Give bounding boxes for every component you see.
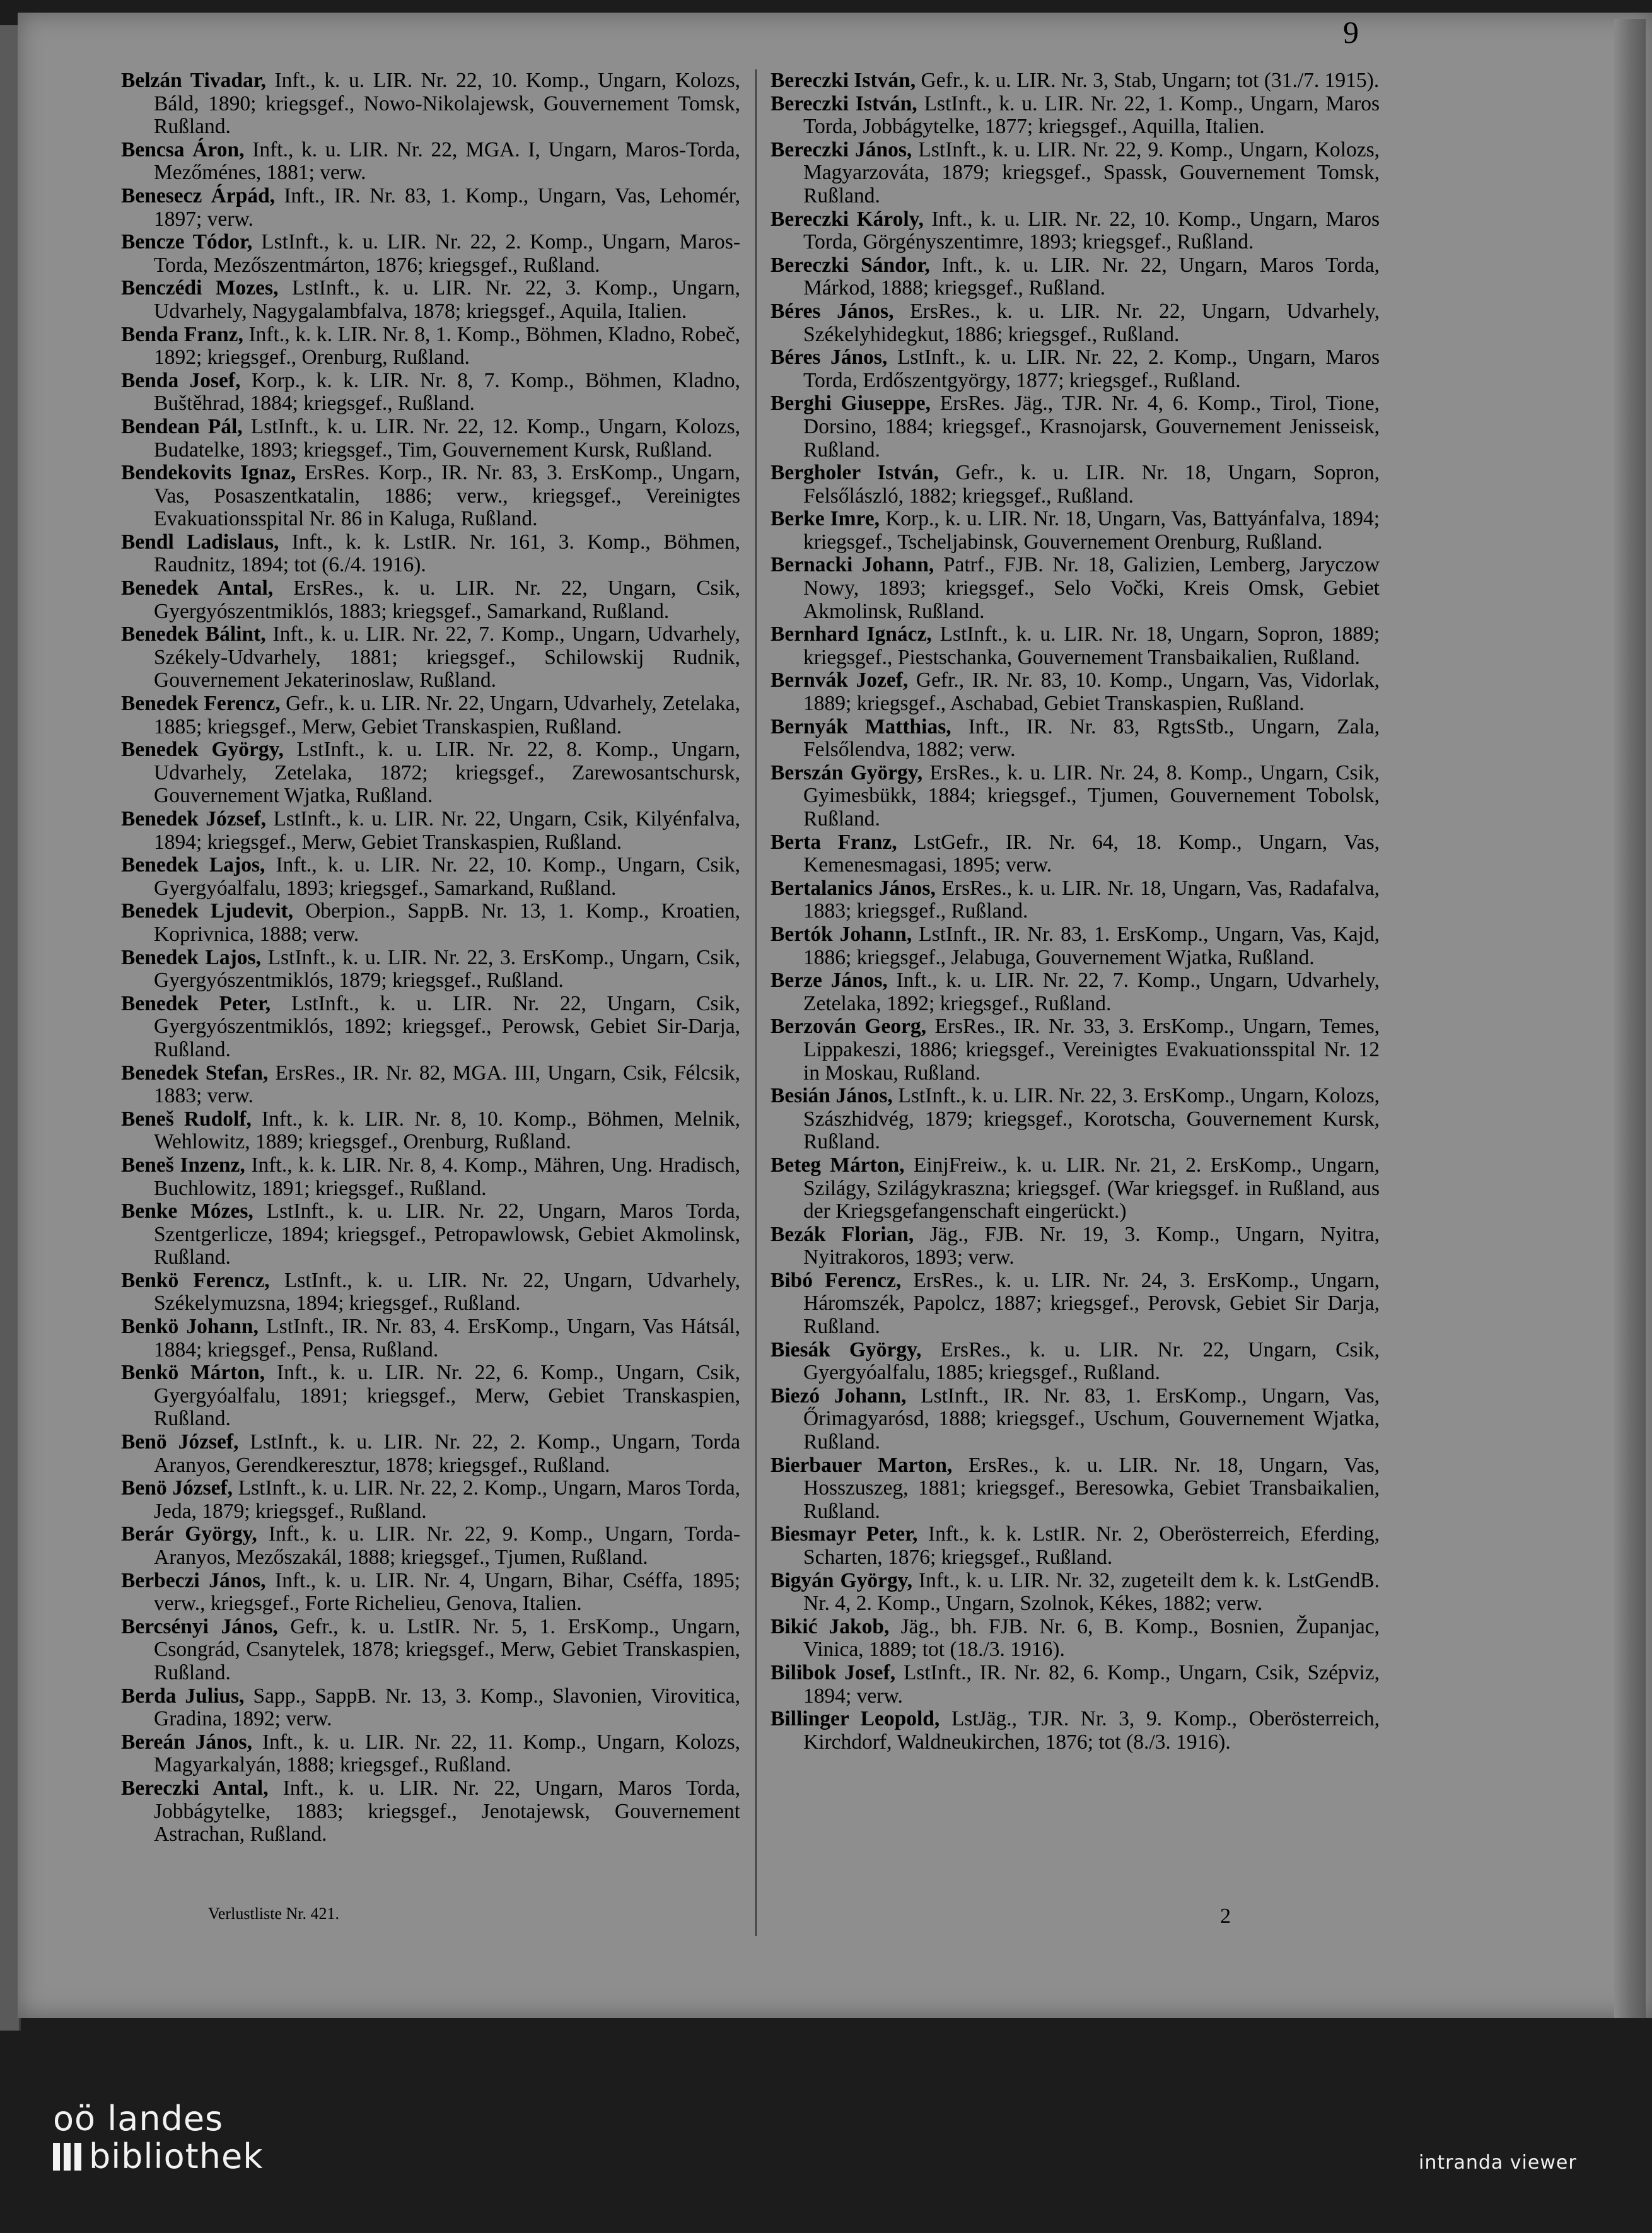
entry-name: Benczédi Mozes,: [121, 276, 279, 300]
entry-name: Benkö Ferencz,: [121, 1268, 270, 1292]
entry-details: Inft., k. k. LstIR. Nr. 2, Oberösterreich, Eferding, Scharten, 1876; kriegsgef., Rußland.: [803, 1522, 1380, 1569]
entry-details: ErsRes., IR. Nr. 82, MGA. III, Ungarn, Csik, Félcsik, 1883; verw.: [154, 1061, 740, 1108]
entry-name: Bergholer István,: [771, 461, 939, 485]
entry-name: Benda Josef,: [121, 368, 241, 392]
casualty-entry: [771, 1015, 1380, 1085]
entry-name: Benedek Stefan,: [121, 1061, 269, 1085]
casualty-entry: [121, 531, 740, 577]
casualty-entry: [771, 208, 1380, 254]
casualty-entry: [121, 1477, 740, 1523]
entry-name: Bereczki Antal,: [121, 1776, 269, 1800]
entry-name: Bendl Ladislaus,: [121, 530, 279, 554]
casualty-entry: [771, 669, 1380, 715]
entry-name: Berze János,: [771, 969, 888, 993]
column-divider: [755, 69, 757, 1936]
entry-name: Bereczki István,: [771, 91, 917, 115]
casualty-entry: [121, 1616, 740, 1685]
casualty-entry: [771, 716, 1380, 762]
entry-details: Inft., k. u. LIR. Nr. 32, zugeteilt dem k. k. LstGendB. Nr. 4, 2. Komp., Ungarn, Szolnok, Kékes, 1882; verw.: [803, 1568, 1380, 1616]
entry-name: Béres János,: [771, 346, 888, 370]
library-logo[interactable]: [53, 2100, 264, 2176]
entry-details: LstInft., k. u. LIR. Nr. 22, 8. Komp., Ungarn, Udvarhely, Zetelaka, 1872; kriegsgef., Zarewosantschursk, Gouvernement Wjatka, Rußland.: [154, 738, 741, 808]
footer-signature-mark: 2: [1220, 1904, 1231, 1928]
casualty-entry: [771, 969, 1380, 1015]
entry-name: Bereczki István,: [771, 69, 916, 92]
entry-details: Inft., k. u. LIR. Nr. 4, Ungarn, Bihar, Cséffa, 1895; verw., kriegsgef., Forte Richelieu, Genova, Italien.: [154, 1568, 740, 1616]
casualty-entry: [771, 254, 1380, 300]
entry-name: Benkö Márton,: [121, 1361, 265, 1385]
entry-details: ErsRes., k. u. LIR. Nr. 18, Ungarn, Vas, Hosszuszeg, 1881; kriegsgef., Beresowka, Gebiet Transbaikalien, Rußland.: [803, 1453, 1380, 1523]
entry-name: Benedek Bálint,: [121, 622, 266, 646]
casualty-entry: [771, 1269, 1380, 1339]
entry-details: ErsRes. Korp., IR. Nr. 83, 3. ErsKomp., Ungarn, Vas, Posaszentkatalin, 1886; verw., kriegsgef., Vereinigtes Evakuationsspital Nr. 86 in Kaluga, Rußland.: [154, 461, 740, 531]
entry-details: Patrf., FJB. Nr. 18, Galizien, Lemberg, Jaryczow Nowy, 1893; kriegsgef., Selo Vočki, Kreis Omsk, Gebiet Akmolinsk, Rußland.: [803, 553, 1380, 623]
entry-name: Bereán János,: [121, 1730, 252, 1754]
entry-details: LstInft., k. u. LIR. Nr. 22, Ungarn, Maros Torda, Szentgerlicze, 1894; kriegsgef., Petropawlowsk, Gebiet Akmolinsk, Rußland.: [154, 1199, 740, 1269]
casualty-entry: [121, 416, 740, 462]
casualty-entry: [771, 392, 1380, 462]
entry-name: Benke Mózes,: [121, 1199, 253, 1223]
entry-details: ErsRes., k. u. LIR. Nr. 22, Ungarn, Csik, Gyergyószentmiklós, 1883; kriegsgef., Samarkand, Rußland.: [154, 576, 741, 623]
entry-details: LstInft., k. u. LIR. Nr. 22, Ungarn, Csik, Kilyénfalva, 1894; kriegsgef., Merw, Gebiet Transkaspien, Rußland.: [154, 807, 740, 854]
entry-name: Benesecz Árpád,: [121, 184, 276, 207]
entry-name: Billinger Leopold,: [771, 1707, 940, 1731]
entry-details: Sapp., SappB. Nr. 13, 3. Komp., Slavonien, Virovitica, Gradina, 1892; verw.: [154, 1684, 740, 1731]
casualty-entry: [121, 900, 740, 946]
entry-details: Korp., k. k. LIR. Nr. 8, 7. Komp., Böhmen, Kladno, Buštěhrad, 1884; kriegsgef., Rußland.: [154, 368, 741, 416]
casualty-entry: [121, 1315, 740, 1361]
casualty-entry: [121, 1731, 740, 1777]
entry-details: LstInft., IR. Nr. 83, 1. ErsKomp., Ungarn, Vas, Őrimagyarósd, 1888; kriegsgef., Uschum, Gouvernement Wjatka, Rußland.: [803, 1384, 1380, 1454]
entry-name: Berbeczi János,: [121, 1568, 266, 1592]
casualty-entry: [771, 831, 1380, 877]
casualty-entry: [121, 738, 740, 808]
casualty-entry: [771, 1708, 1380, 1754]
footer-list-number: Verlustliste Nr. 421.: [208, 1904, 339, 1923]
entry-details: ErsRes., k. u. LIR. Nr. 24, 3. ErsKomp., Ungarn, Háromszék, Papolcz, 1887; kriegsgef., Perovsk, Gebiet Sir Darja, Rußland.: [803, 1268, 1380, 1339]
casualty-entry: [121, 854, 740, 900]
casualty-entry: [771, 1523, 1380, 1569]
casualty-entry: [121, 1361, 740, 1431]
entry-name: Benda Franz,: [121, 322, 243, 346]
entry-details: ErsRes., IR. Nr. 33, 3. ErsKomp., Ungarn, Temes, Lippakeszi, 1886; kriegsgef., Vereinigtes Evakuationsspital Nr. 12 in Moskau, Rußland.: [803, 1015, 1380, 1085]
casualty-entry: [121, 1269, 740, 1315]
entry-details: Gefr., IR. Nr. 83, 10. Komp., Ungarn, Vas, Vidorlak, 1889; kriegsgef., Aschabad, Gebiet Transkaspien, Rußland.: [803, 668, 1380, 716]
entry-details: Inft., k. k. LIR. Nr. 8, 10. Komp., Böhmen, Melnik, Wehlowitz, 1889; kriegsgef., Orenburg, Rußland.: [154, 1107, 741, 1154]
entry-name: Bereczki Károly,: [771, 207, 924, 231]
casualty-entry: [121, 69, 740, 139]
entry-name: Benedek Lajos,: [121, 853, 265, 877]
entry-details: LstInft., k. u. LIR. Nr. 22, 3. ErsKomp., Ungarn, Csik, Gyergyószentmiklós, 1879; kriegsgef., Rußland.: [154, 945, 741, 993]
entry-name: Benedek József,: [121, 807, 267, 831]
entry-name: Berzován Georg,: [771, 1015, 926, 1039]
entry-name: Bernvák Jozef,: [771, 668, 909, 692]
entry-name: Bernacki Johann,: [771, 553, 934, 577]
entry-details: ErsRes., k. u. LIR. Nr. 22, Ungarn, Udvarhely, Székelyhidegkut, 1886; kriegsgef., Rußland.: [803, 299, 1380, 346]
casualty-entry: [121, 947, 740, 993]
entry-details: Inft., k. u. LIR. Nr. 22, 10. Komp., Ungarn, Maros Torda, Görgényszentimre, 1893; kriegsgef., Rußland.: [803, 207, 1380, 254]
entry-details: Inft., k. k. LIR. Nr. 8, 1. Komp., Böhmen, Kladno, Robeč, 1892; kriegsgef., Orenburg, Rußland.: [154, 322, 741, 370]
casualty-entry: [121, 1200, 740, 1269]
entry-details: LstInft., k. u. LIR. Nr. 22, 2. Komp., Ungarn, Torda Aranyos, Gerendkeresztur, 1878; kriegsgef., Rußland.: [154, 1430, 740, 1477]
entry-name: Beneš Rudolf,: [121, 1107, 252, 1131]
casualty-entry: [121, 577, 740, 623]
entry-name: Benedek Ljudevit,: [121, 899, 294, 923]
casualty-entry: [121, 1062, 740, 1108]
entry-details: LstInft., k. u. LIR. Nr. 18, Ungarn, Sopron, 1889; kriegsgef., Piestschanka, Gouvernement Transbaikalien, Rußland.: [803, 622, 1380, 669]
casualty-entry: [121, 370, 740, 416]
entry-name: Belzán Tivadar,: [121, 69, 266, 92]
entry-name: Benö József,: [121, 1430, 239, 1454]
entry-name: Besián János,: [771, 1084, 893, 1108]
logo-line-2: bibliothek: [89, 2137, 264, 2176]
entry-details: Inft., k. k. LstIR. Nr. 161, 3. Komp., Böhmen, Raudnitz, 1894; tot (6./4. 1916).: [154, 530, 741, 577]
casualty-entry: [771, 877, 1380, 923]
entry-details: LstInft., k. u. LIR. Nr. 22, 1. Komp., Ungarn, Maros Torda, Jobbágytelke, 1877; kriegsgef., Aquilla, Italien.: [803, 91, 1380, 139]
entry-details: Inft., IR. Nr. 83, 1. Komp., Ungarn, Vas, Lehomér, 1897; verw.: [154, 184, 740, 231]
casualty-entry: [771, 139, 1380, 208]
left-column: [121, 69, 740, 1846]
viewer-label[interactable]: intranda viewer: [1419, 2152, 1577, 2174]
casualty-entry: [121, 277, 740, 323]
entry-details: LstInft., k. u. LIR. Nr. 22, 12. Komp., Ungarn, Kolozs, Budatelke, 1893; kriegsgef., Tim, Gouvernement Kursk, Rußland.: [154, 414, 741, 462]
entry-details: LstInft., k. u. LIR. Nr. 22, Ungarn, Udvarhely, Székelymuzsna, 1894; kriegsgef., Rußland.: [154, 1268, 741, 1315]
entry-name: Benö József,: [121, 1476, 233, 1500]
entry-name: Beteg Márton,: [771, 1153, 905, 1177]
logo-line-1: oö landes: [53, 2099, 224, 2138]
entry-details: ErsRes., k. u. LIR. Nr. 22, Ungarn, Csik, Gyergyóalfalu, 1885; kriegsgef., Rußland.: [803, 1338, 1380, 1385]
entry-name: Bendekovits Ignaz,: [121, 461, 296, 485]
entry-name: Bercsényi János,: [121, 1614, 278, 1638]
right-column: [771, 69, 1380, 1754]
entry-name: Benedek Antal,: [121, 576, 274, 600]
entry-name: Biesák György,: [771, 1338, 922, 1361]
entry-details: Inft., k. u. LIR. Nr. 22, 11. Komp., Ungarn, Kolozs, Magyarkalyán, 1888; kriegsgef., Rußland.: [154, 1730, 740, 1777]
entry-name: Bernhard Ignácz,: [771, 622, 932, 646]
entry-name: Béres János,: [771, 299, 894, 323]
logo-bars-icon: [53, 2143, 81, 2171]
entry-details: ErsRes. Jäg., TJR. Nr. 4, 6. Komp., Tirol, Tione, Dorsino, 1884; kriegsgef., Krasnojarsk, Gouvernement Jenisseisk, Rußland.: [803, 392, 1380, 462]
casualty-entry: [121, 1570, 740, 1616]
entry-name: Bikić Jakob,: [771, 1614, 890, 1638]
entry-details: Inft., IR. Nr. 83, RgtsStb., Ungarn, Zala, Felsőlendva, 1882; verw.: [803, 714, 1380, 762]
entry-details: Jäg., bh. FJB. Nr. 6, B. Komp., Bosnien, Županjac, Vinica, 1889; tot (18./3. 1916).: [803, 1614, 1380, 1662]
casualty-entry: [771, 762, 1380, 831]
entry-details: LstJäg., TJR. Nr. 3, 9. Komp., Oberösterreich, Kirchdorf, Waldneukirchen, 1876; tot (8./3. 1916).: [803, 1707, 1380, 1754]
casualty-entry: [771, 1454, 1380, 1524]
entry-details: Jäg., FJB. Nr. 19, 3. Komp., Ungarn, Nyitra, Nyitrakoros, 1893; verw.: [803, 1222, 1380, 1269]
casualty-entry: [771, 923, 1380, 969]
casualty-entry: [771, 1085, 1380, 1154]
casualty-entry: [121, 324, 740, 370]
entry-name: Berszán György,: [771, 761, 923, 784]
entry-details: LstInft., k. u. LIR. Nr. 22, 3. Komp., Ungarn, Udvarhely, Nagygalambfalva, 1878; kriegsgef., Aquila, Italien.: [154, 276, 741, 323]
entry-details: Inft., k. u. LIR. Nr. 22, 9. Komp., Ungarn, Torda-Aranyos, Mezőszakál, 1888; kriegsgef., Tjumen, Rußland.: [154, 1522, 740, 1569]
entry-details: LstInft., k. u. LIR. Nr. 22, 9. Komp., Ungarn, Kolozs, Magyarzováta, 1879; kriegsgef., Spassk, Gouvernement Tomsk, Rußland.: [803, 137, 1380, 207]
entry-name: Bereczki János,: [771, 137, 912, 161]
casualty-entry: [121, 231, 740, 277]
entry-name: Bencsa Áron,: [121, 137, 245, 161]
page-number: 9: [1343, 15, 1359, 50]
casualty-entry: [121, 1777, 740, 1846]
entry-name: Beneš Inzenz,: [121, 1153, 245, 1177]
casualty-entry: [121, 692, 740, 738]
entry-details: Inft., k. u. LIR. Nr. 22, 10. Komp., Ungarn, Kolozs, Báld, 1890; kriegsgef., Nowo-Nikolajewsk, Gouvernement Tomsk, Rußland.: [154, 69, 741, 139]
entry-details: Gefr., k. u. LIR. Nr. 18, Ungarn, Sopron, Felsőlászló, 1882; kriegsgef., Rußland.: [803, 461, 1380, 508]
casualty-entry: [771, 69, 1380, 93]
entry-details: LstInft., k. u. LIR. Nr. 22, 2. Komp., Ungarn, Maros Torda, Erdőszentgyörgy, 1877; kriegsgef., Rußland.: [803, 346, 1380, 392]
casualty-entry: [771, 1339, 1380, 1385]
casualty-entry: [121, 1685, 740, 1731]
casualty-entry: [121, 993, 740, 1062]
logo-line-2-row: [53, 2138, 264, 2176]
entry-name: Biesmayr Peter,: [771, 1522, 918, 1546]
casualty-entry: [771, 1223, 1380, 1269]
entry-name: Bezák Florian,: [771, 1222, 914, 1246]
entry-details: Inft., k. k. LIR. Nr. 8, 4. Komp., Mähren, Ung. Hradisch, Buchlowitz, 1891; kriegsgef., Rußland.: [154, 1153, 741, 1200]
page-edge: [1614, 19, 1646, 2018]
entry-details: Gefr., k. u. LIR. Nr. 3, Stab, Ungarn; tot (31./7. 1915).: [921, 69, 1380, 92]
casualty-entry: [771, 1385, 1380, 1454]
casualty-entry: [771, 346, 1380, 392]
entry-details: LstInft., IR. Nr. 83, 4. ErsKomp., Ungarn, Vas Hátsál, 1884; kriegsgef., Pensa, Rußland.: [154, 1315, 740, 1361]
casualty-entry: [121, 1523, 740, 1569]
entry-details: Gefr., k. u. LIR. Nr. 22, Ungarn, Udvarhely, Zetelaka, 1885; kriegsgef., Merw, Gebiet Transkaspien, Rußland.: [154, 692, 740, 738]
entry-name: Bigyán György,: [771, 1568, 913, 1592]
entry-details: LstInft., IR. Nr. 82, 6. Komp., Ungarn, Csik, Szépviz, 1894; verw.: [803, 1660, 1380, 1708]
casualty-entry: [771, 508, 1380, 554]
entry-details: Inft., k. u. LIR. Nr. 22, 6. Komp., Ungarn, Csik, Gyergyóalfalu, 1891; kriegsgef., Merw, Gebiet Transkaspien, Rußland.: [154, 1361, 740, 1431]
entry-details: Korp., k. u. LIR. Nr. 18, Ungarn, Vas, Battyánfalva, 1894; kriegsgef., Tscheljabinsk, Gouvernement Orenburg, Rußland.: [803, 507, 1380, 554]
entry-details: LstInft., k. u. LIR. Nr. 22, 2. Komp., Ungarn, Maros Torda, Jeda, 1879; kriegsgef., Rußland.: [154, 1476, 741, 1523]
entry-name: Benedek Peter,: [121, 991, 271, 1015]
entry-name: Bencze Tódor,: [121, 230, 253, 254]
entry-name: Benedek Ferencz,: [121, 692, 281, 716]
entry-details: ErsRes., k. u. LIR. Nr. 18, Ungarn, Vas, Radafalva, 1883; kriegsgef., Rußland.: [803, 876, 1380, 923]
entry-details: Inft., k. u. LIR. Nr. 22, 7. Komp., Ungarn, Udvarhely, Zetelaka, 1892; kriegsgef., Rußland.: [803, 969, 1380, 1015]
entry-name: Berghi Giuseppe,: [771, 392, 931, 416]
entry-name: Benedek Lajos,: [121, 945, 261, 969]
casualty-entry: [121, 139, 740, 185]
casualty-entry: [771, 554, 1380, 623]
casualty-entry: [771, 300, 1380, 346]
entry-name: Bertók Johann,: [771, 922, 912, 946]
casualty-entry: [771, 1662, 1380, 1708]
casualty-entry: [771, 1570, 1380, 1616]
entry-name: Berár György,: [121, 1522, 257, 1546]
entry-details: LstInft., k. u. LIR. Nr. 22, 3. ErsKomp., Ungarn, Kolozs, Szászhidvég, 1879; kriegsgef., Korotscha, Gouvernement Kursk, Rußland.: [803, 1084, 1380, 1154]
entry-name: Bertalanics János,: [771, 876, 936, 900]
entry-details: Inft., k. u. LIR. Nr. 22, 10. Komp., Ungarn, Csik, Gyergyóalfalu, 1893; kriegsgef., Samarkand, Rußland.: [154, 853, 740, 900]
entry-details: Inft., k. u. LIR. Nr. 22, Ungarn, Maros Torda, Jobbágytelke, 1883; kriegsgef., Jenotajewsk, Gouvernement Astrachan, Rußland.: [154, 1776, 740, 1846]
entry-details: ErsRes., k. u. LIR. Nr. 24, 8. Komp., Ungarn, Csik, Gyimesbükk, 1884; kriegsgef., Tjumen, Gouvernement Tobolsk, Rußland.: [803, 761, 1380, 831]
casualty-entry: [121, 462, 740, 531]
entry-details: Inft., k. u. LIR. Nr. 22, Ungarn, Maros Torda, Márkod, 1888; kriegsgef., Rußland.: [803, 253, 1380, 300]
entry-name: Berda Julius,: [121, 1684, 245, 1708]
entry-details: EinjFreiw., k. u. LIR. Nr. 21, 2. ErsKomp., Ungarn, Szilágy, Szilágykraszna; kriegsgef. (War kriegsgef. in Rußland, aus der Kriegsgefangenschaft eingerückt.): [803, 1153, 1380, 1223]
entry-name: Bernyák Matthias,: [771, 714, 951, 738]
entry-name: Bibó Ferencz,: [771, 1268, 902, 1292]
casualty-entry: [121, 808, 740, 854]
entry-details: LstGefr., IR. Nr. 64, 18. Komp., Ungarn, Vas, Kemenesmagasi, 1895; verw.: [803, 830, 1380, 877]
casualty-entry: [121, 623, 740, 692]
casualty-entry: [121, 1154, 740, 1200]
entry-name: Bierbauer Marton,: [771, 1453, 953, 1477]
entry-name: Bendean Pál,: [121, 414, 243, 438]
entry-details: Inft., k. u. LIR. Nr. 22, 7. Komp., Ungarn, Udvarhely, Székely-Udvarhely, 1881; kriegsgef., Schilowskij Rudnik, Gouvernement Jekaterinoslaw, Rußland.: [154, 622, 740, 692]
casualty-entry: [771, 462, 1380, 508]
entry-name: Berke Imre,: [771, 507, 880, 531]
casualty-entry: [771, 93, 1380, 139]
entry-name: Bilibok Josef,: [771, 1660, 896, 1684]
entry-details: LstInft., k. u. LIR. Nr. 22, Ungarn, Csik, Gyergyószentmiklós, 1892; kriegsgef., Perowsk, Gebiet Sir-Darja, Rußland.: [154, 991, 741, 1061]
entry-name: Berta Franz,: [771, 830, 897, 854]
entry-name: Benkö Johann,: [121, 1315, 259, 1339]
casualty-entry: [121, 1431, 740, 1477]
entry-details: LstInft., IR. Nr. 83, 1. ErsKomp., Ungarn, Vas, Kajd, 1886; kriegsgef., Jelabuga, Gouvernement Wjatka, Rußland.: [803, 922, 1380, 969]
entry-name: Biezó Johann,: [771, 1384, 907, 1408]
casualty-entry: [121, 185, 740, 231]
entry-name: Benedek György,: [121, 738, 284, 762]
entry-details: Gefr., k. u. LstIR. Nr. 5, 1. ErsKomp., Ungarn, Csongrád, Csanytelek, 1878; kriegsgef., Merw, Gebiet Transkaspien, Rußland.: [154, 1614, 740, 1684]
casualty-entry: [121, 1108, 740, 1154]
entry-details: LstInft., k. u. LIR. Nr. 22, 2. Komp., Ungarn, Maros-Torda, Mezőszentmárton, 1876; kriegsgef., Rußland.: [154, 230, 740, 277]
casualty-entry: [771, 1154, 1380, 1223]
casualty-entry: [771, 623, 1380, 669]
entry-details: Inft., k. u. LIR. Nr. 22, MGA. I, Ungarn, Maros-Torda, Mezőménes, 1881; verw.: [154, 137, 741, 185]
entry-name: Bereczki Sándor,: [771, 253, 930, 277]
entry-details: Oberpion., SappB. Nr. 13, 1. Komp., Kroatien, Koprivnica, 1888; verw.: [154, 899, 740, 946]
casualty-entry: [771, 1616, 1380, 1662]
